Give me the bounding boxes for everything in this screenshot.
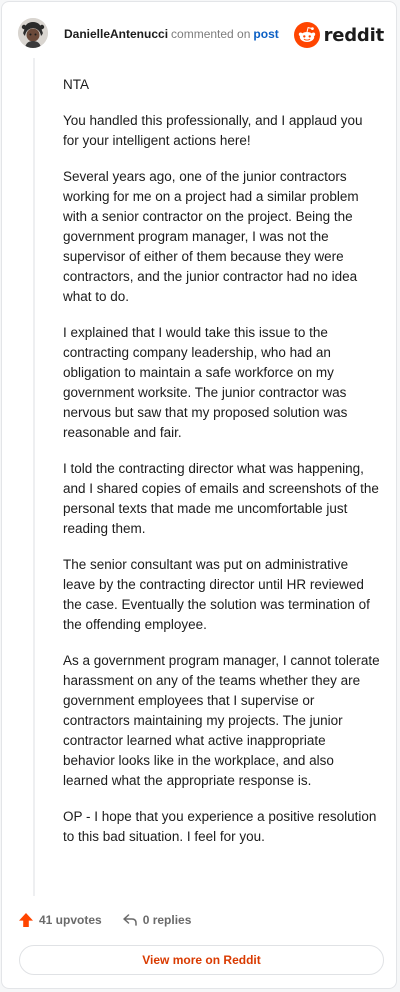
comment-embed-card <box>1 1 397 989</box>
comment-paragraph: NTA <box>63 77 89 92</box>
comment-paragraph: You handled this professionally, and I applaud you for your intelligent actions here! <box>63 113 363 148</box>
comment-paragraph: As a government program manager, I cannot tolerate harassment on any of the teams whether they are government employees that I supervise or contractors maintaining my projects. The junior contractor learned what active inappropriate behavior looks like in the workplace, and also learned what the appropriate response is. <box>63 653 380 788</box>
comment-body <box>63 75 381 863</box>
commented-on-text: commented on <box>171 27 251 41</box>
user-avatar[interactable] <box>18 18 48 48</box>
comment-paragraph: I told the contracting director what was happening, and I shared copies of emails and screenshots of the personal texts that made me uncomfortable just reading them. <box>63 461 379 536</box>
upvote-button[interactable] <box>18 912 102 928</box>
reply-button[interactable] <box>122 912 192 928</box>
post-link[interactable]: post <box>253 27 279 41</box>
comment-meta <box>64 27 279 41</box>
upvote-count: 41 upvotes <box>39 913 102 927</box>
upvote-arrow-icon <box>18 912 34 928</box>
comment-header <box>2 2 398 66</box>
comment-paragraph: I explained that I would take this issue to the contracting company leadership, who had an obligation to maintain a safe workforce on my government worksite. The junior contractor was nervous but saw that my proposed solution was reasonable and fair. <box>63 325 348 440</box>
reddit-wordmark: reddit <box>323 24 384 46</box>
thread-line <box>33 58 35 896</box>
reply-arrow-icon <box>122 912 138 928</box>
username-link[interactable]: DanielleAntenucci <box>64 27 169 41</box>
view-more-on-reddit-button[interactable]: View more on Reddit <box>19 945 384 975</box>
reddit-brand[interactable] <box>294 22 384 48</box>
avatar-icon <box>18 18 48 48</box>
reply-count: 0 replies <box>142 913 192 927</box>
reddit-logo-icon <box>294 22 320 48</box>
comment-paragraph: OP - I hope that you experience a positive resolution to this bad situation. I feel for you. <box>63 809 377 844</box>
comment-paragraph: The senior consultant was put on administrative leave by the contracting director until HR reviewed the case. Eventually the solution was termination of the offending employee. <box>63 557 370 632</box>
comment-paragraph: Several years ago, one of the junior contractors working for me on a project had a similar problem with a senior contractor on the project. Being the government program manager, I was not the supervisor of either of them because they were contractors, and the junior contractor had no idea what to do. <box>63 169 359 304</box>
comment-actions <box>18 910 191 930</box>
